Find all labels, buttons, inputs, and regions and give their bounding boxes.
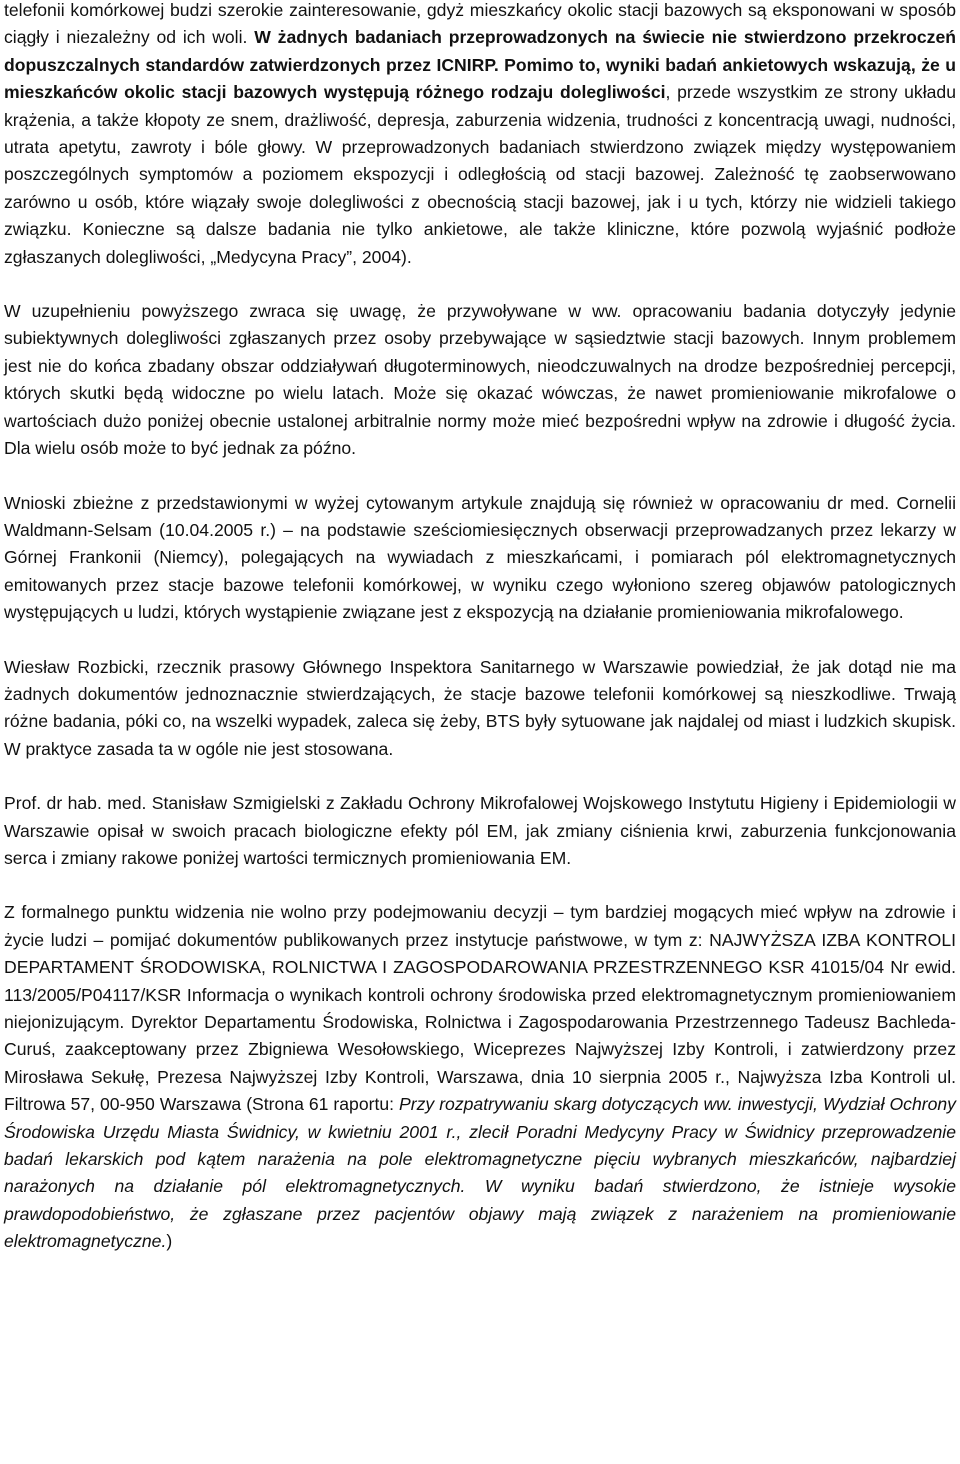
paragraph-1-text: telefonii komórkowej budzi szerokie zainteresowanie, gdyż mieszkańcy okolic stacji bazowych są eksponowani w sposób ciągły i niezależny od ich woli. xyxy=(4,0,956,48)
paragraph-1-bold-text: W żadnych badaniach przeprowadzonych na świecie nie stwierdzono przekroczeń dopuszczalnych standardów zatwierdzonych przez ICNIRP. Pomimo to, wyniki badań ankietowych wskazują, że u mieszkańców okolic stacji bazowych występują różnego rodzaju dolegliwości xyxy=(4,27,957,103)
paragraph-6-italic-quote: Przy rozpatrywaniu skarg dotyczących ww. inwestycji, Wydział Ochrony Środowiska Urzędu Miasta Świdnicy, w kwietniu 2001 r., zlecił Poradni Medycyny Pracy w Świdnicy przeprowadzenie badań lekarskich pod kątem narażenia na pole elektromagnetyczne pięciu wybranych mieszkańców, najbardziej narażonych na działanie pól elektromagnetycznych. W wyniku badań stwierdzono, że istnieje wysokie prawdopodobieństwo, że zgłaszane przez pacjentów objawy mają związek z narażeniem na promieniowanie elektromagnetyczne. xyxy=(4,1094,956,1252)
paragraph-3: Wnioski zbieżne z przedstawionymi w wyżej cytowanym artykule znajdują się również w opracowaniu dr med. Cornelii Waldmann-Selsam (10.04.2005 r.) – na podstawie sześciomiesięcznych obserwacji przeprowadzanych przez lekarzy w Górnej Frankonii (Niemcy), polegających na wywiadach z mieszkańcami, i pomiarach pól elektromagnetycznych emitowanych przez stacje bazowe telefonii komórkowej, w wyniku czego wyłoniono szereg objawów patologicznych występujących u ludzi, których wystąpienie związane jest z ekspozycją na działanie promieniowania mikrofalowego. xyxy=(4,492,956,623)
paragraph-6-text: Z formalnego punktu widzenia nie wolno przy podejmowaniu decyzji – tym bardziej mogących mieć wpływ na zdrowie i życie ludzi – pomijać dokumentów publikowanych przez instytucje państwowe, w tym z: NAJWYŻSZA IZBA KONTROLI DEPARTAMENT ŚRODOWISKA, ROLNICTWA I ZAGOSPODAROWANIA PRZESTRZENNEGO KSR 41015/04 Nr ewid. 113/2005/P04117/KSR Informacja o wynikach kontroli ochrony środowiska przed elektromagnetycznym promieniowaniem niejonizującym. Dyrektor Departamentu Środowiska, Rolnictwa i Zagospodarowania Przestrzennego Tadeusz Bachleda-Curuś, zaakceptowany przez Zbigniewa Wesołowskiego, Wiceprezes Najwyższej Izby Kontroli, i zatwierdzony przez Mirosława Sekułę, Prezesa Najwyższej Izby Kontroli, Warszawa, dnia 10 sierpnia 2005 r., Najwyższa Izba Kontroli ul. Filtrowa 57, 00-950 Warszawa (Strona 61 raportu: xyxy=(4,902,956,1115)
paragraph-5: Prof. dr hab. med. Stanisław Szmigielski z Zakładu Ochrony Mikrofalowej Wojskowego Instytutu Higieny i Epidemiologii w Warszawie opisał w swoich pracach biologiczne efekty pól EM, jak zmiany ciśnienia krwi, zaburzenia funkcjonowania serca i zmiany rakowe poniżej wartości termicznych promieniowania EM. xyxy=(4,793,956,868)
paragraph-4: Wiesław Rozbicki, rzecznik prasowy Głównego Inspektora Sanitarnego w Warszawie powiedział, że jak dotąd nie ma żadnych dokumentów jednoznacznie stwierdzających, że stacje bazowe telefonii komórkowej są nieszkodliwe. Trwają różne badania, póki co, na wszelki wypadek, zaleca się żeby, BTS były sytuowane jak najdalej od miast i ludzkich skupisk. W praktyce zasada ta w ogóle nie jest stosowana. xyxy=(4,656,956,759)
paragraph-1-text-continued: , przede wszystkim ze strony układu krążenia, a także kłopoty ze snem, drażliwość, depresja, zaburzenia widzenia, trudności z koncentracją uwagi, nudności, utrata apetytu, zawroty i bóle głowy. W przeprowadzonych badaniach stwierdzono związek między występowaniem poszczególnych symptomów a poziomem ekspozycji i odległością od stacji bazowej. Zależność tę zaobserwowano zarówno u osób, które wiązały swoje dolegliwości z obecnością stacji bazowej, jak i u tych, którzy nie widzieli takiego związku. Konieczne są dalsze badania nie tylko ankietowe, ale także kliniczne, które pozwolą wyjaśnić podłoże zgłaszanych dolegliwości, „Medycyna Pracy”, 2004). xyxy=(4,82,956,267)
paragraph-6-closing: ) xyxy=(166,1231,173,1252)
paragraph-6 xyxy=(4,899,956,1255)
paragraph-1 xyxy=(4,0,956,271)
paragraph-2: W uzupełnieniu powyższego zwraca się uwagę, że przywoływane w ww. opracowaniu badania dotyczyły jedynie subiektywnych dolegliwości zgłaszanych przez osoby przebywające w sąsiedztwie stacji bazowych. Innym problemem jest nie do końca zbadany obszar oddziaływań długoterminowych, nieodczuwalnych na drodze bezpośredniej percepcji, których skutki będą widoczne po wielu latach. Może się okazać wówczas, że nawet promieniowanie mikrofalowe o wartościach dużo poniżej obecnie ustalonej arbitralnie normy może mieć bezpośredni wpływ na zdrowie i długość życia. Dla wielu osób może to być jednak za późno. xyxy=(4,301,956,459)
